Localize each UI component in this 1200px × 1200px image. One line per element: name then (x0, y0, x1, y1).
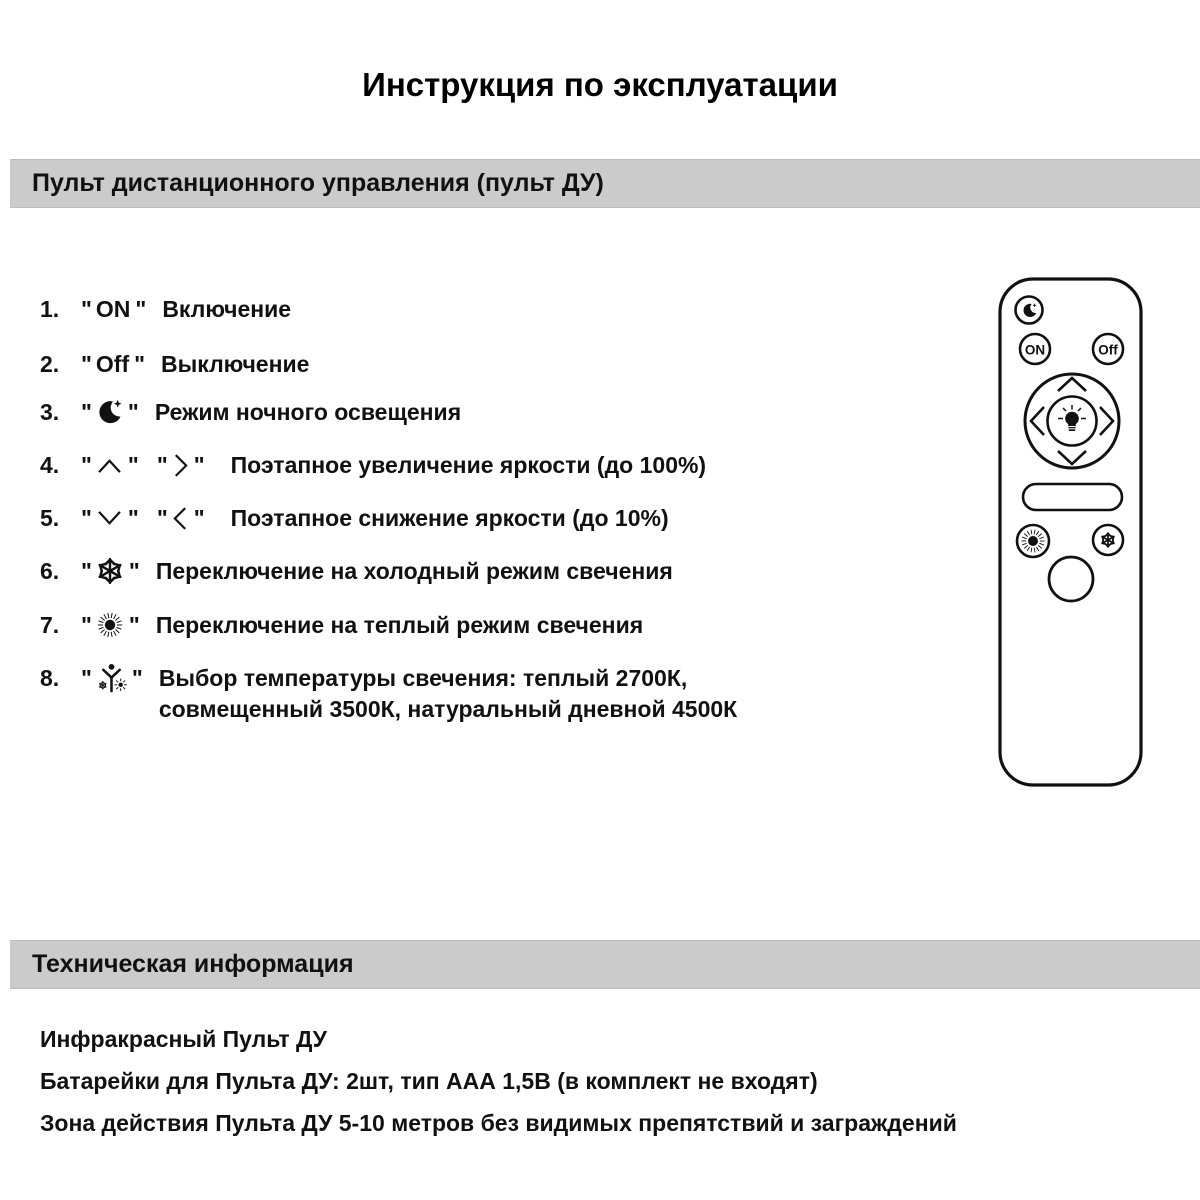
chevron-up-icon (96, 456, 123, 475)
quote-mark: " (81, 505, 91, 531)
item-label: Выбор температуры свечения: теплый 2700К, совмещенный 3500К, натуральный дневной 4500К (158, 665, 738, 722)
quote-mark: " (81, 612, 91, 638)
quote-mark: " (134, 351, 145, 377)
quote-mark: " (193, 505, 204, 531)
item-label: Переключение на холодный режим свечения (155, 558, 673, 584)
moon-icon (96, 399, 123, 426)
tech-info-line: Инфракрасный Пульт ДУ (40, 1026, 327, 1052)
item-button-reference (76, 349, 149, 379)
item-button-reference (76, 450, 209, 480)
off-button-label: Off (1098, 342, 1118, 358)
item-number: 4. (40, 452, 60, 478)
quote-mark: " (128, 612, 139, 638)
item-button-reference (76, 610, 144, 640)
quote-mark: " (193, 452, 204, 478)
item-label: Включение (162, 296, 292, 322)
quote-mark: " (81, 351, 91, 377)
pill-button (1023, 484, 1122, 510)
button-name-text: Off (95, 351, 130, 377)
quote-mark: " (127, 399, 138, 425)
instruction-item-2 (40, 349, 309, 380)
quote-mark: " (81, 665, 91, 691)
quote-mark: " (135, 296, 146, 322)
quote-mark: " (81, 399, 91, 425)
instruction-item-8 (40, 663, 737, 725)
item-number: 2. (40, 351, 60, 377)
item-label: Поэтапное увеличение яркости (до 100%) (230, 452, 707, 478)
quote-mark: " (127, 505, 138, 531)
item-number: 7. (40, 612, 60, 638)
section-header-remote-label: Пульт дистанционного управления (пульт ДУ) (32, 169, 604, 197)
snowflake-icon (96, 557, 124, 585)
chevron-down-icon (96, 509, 123, 528)
quote-mark: " (127, 452, 138, 478)
item-number: 8. (40, 665, 60, 691)
section-header-technical-label: Техническая информация (32, 950, 354, 978)
instruction-item-6 (40, 556, 673, 587)
item-label: Выключение (161, 351, 310, 377)
temperature-select-icon (96, 662, 127, 695)
quote-mark: " (156, 505, 167, 531)
quote-mark: " (81, 558, 91, 584)
item-button-reference (76, 503, 209, 533)
sun-icon (1028, 536, 1038, 546)
instruction-item-1 (40, 294, 291, 325)
item-button-reference (76, 294, 150, 324)
tech-info-line: Зона действия Пульта ДУ 5-10 метров без видимых препятствий и заграждений (40, 1110, 957, 1136)
section-header-remote (10, 159, 1200, 208)
quote-mark: " (81, 296, 91, 322)
quote-mark: " (128, 558, 139, 584)
tech-info-line: Батарейки для Пульта ДУ: 2шт, тип ААА 1,5В (в комплект не входят) (40, 1068, 818, 1094)
item-number: 5. (40, 505, 60, 531)
item-label: Переключение на теплый режим свечения (155, 612, 644, 638)
instruction-item-4 (40, 450, 706, 481)
instruction-item-3 (40, 397, 461, 428)
item-button-reference (76, 663, 147, 693)
instruction-item-7 (40, 610, 643, 641)
item-number: 1. (40, 296, 60, 322)
remote-control-drawing (995, 272, 1150, 792)
sun-icon (96, 611, 124, 639)
quote-mark: " (131, 665, 142, 691)
quote-mark: " (81, 452, 91, 478)
item-button-reference (76, 556, 144, 586)
on-button-label: ON (1024, 342, 1046, 358)
item-number: 3. (40, 399, 60, 425)
page-title: Инструкция по эксплуатации (362, 66, 838, 103)
chevron-right-icon (172, 452, 189, 479)
item-button-reference (76, 397, 143, 427)
item-label: Режим ночного освещения (154, 399, 462, 425)
button-name-text: ON (95, 296, 131, 322)
quote-mark: " (156, 452, 167, 478)
instruction-item-5 (40, 503, 669, 534)
remote-control-illustration (995, 272, 1150, 792)
section-header-technical (10, 940, 1200, 989)
item-number: 6. (40, 558, 60, 584)
item-label: Поэтапное снижение яркости (до 10%) (230, 505, 669, 531)
chevron-left-icon (172, 505, 189, 532)
